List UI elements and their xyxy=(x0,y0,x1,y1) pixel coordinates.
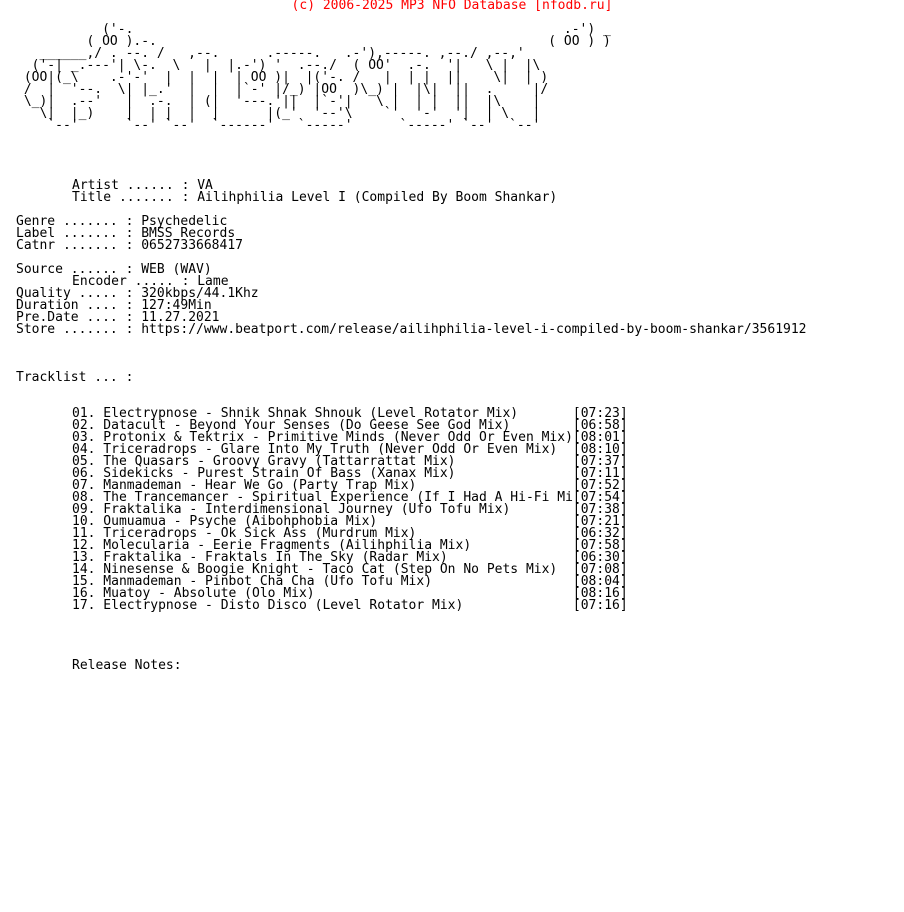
track-row: 10. Oumuamua - Psyche (Aibohphobia Mix) [07:21] xyxy=(72,514,628,529)
release-notes-heading: Release Notes: xyxy=(72,658,182,673)
genre-label: Genre ....... : xyxy=(16,214,142,229)
track-row: 11. Triceradrops - Ok Sick Ass (Murdrum Mix) [06:32] xyxy=(72,526,628,541)
catnr-row xyxy=(16,240,904,252)
store-row xyxy=(16,324,904,336)
track-row: 04. Triceradrops - Glare Into My Truth (Never Odd Or Even Mix) [08:10] xyxy=(72,442,628,457)
title-value: Ailihphilia Level I (Compiled By Boom Shankar) xyxy=(197,190,558,205)
store-label: Store ....... : xyxy=(16,322,142,337)
genre-value: Psychedelic xyxy=(141,214,228,229)
title-row xyxy=(72,192,904,204)
predate-label: Pre.Date .... : xyxy=(16,310,142,325)
ascii-logo: ('-. .-') _ ( OO ).-. ( OO ) ) ______,/ . --. / ,--. .-----. .-'),-----. ,--./ ,--,' ('-| _.---'| \-. \ | |.-') ' .--./ ( OO' .-. '| \ | |\ (OO|(_\ .-'-' | | | | OO )| |('-. / | | | || \| | ) / | '--. \| |_.' | | |`-' |/_) |OO )\_) | |\| || . |/ \_)| .--' | .-. | (| '---.'|| |`-'| \ | | | || |\ | \| |_) | | | | | |(_' '--'\ `' '-' '| | \ | `--' `--' `--' `------' `-----' `-----' `--' `--' xyxy=(23,22,611,133)
catnr-value: 0652733668417 xyxy=(141,238,243,253)
track-row: 05. The Quasars - Groovy Gravy (Tattarrattat Mix) [07:37] xyxy=(72,454,628,469)
track-row: 07. Manmademan - Hear We Go (Party Trap Mix) [07:52] xyxy=(72,478,628,493)
track-row: 16. Muatoy - Absolute (Olo Mix) [08:16] xyxy=(72,586,628,601)
quality-value: 320kbps/44.1Khz xyxy=(141,286,259,301)
source-value: WEB (WAV) xyxy=(141,262,212,277)
encoder-label: Encoder ..... : xyxy=(72,274,198,289)
encoder-value: Lame xyxy=(197,274,229,289)
store-link[interactable]: https://www.beatport.com/release/ailihphilia-level-i-compiled-by-boom-shankar/3561912 xyxy=(141,322,807,337)
artist-value: VA xyxy=(197,178,213,193)
track-row: 13. Fraktalika - Fraktals In The Sky (Radar Mix) [06:30] xyxy=(72,550,628,565)
tracklist-heading: Tracklist ... : xyxy=(16,370,134,385)
track-row: 06. Sidekicks - Purest Strain Of Bass (Xanax Mix) [07:11] xyxy=(72,466,628,481)
track-row: 09. Fraktalika - Interdimensional Journey (Ufo Tofu Mix) [07:38] xyxy=(72,502,628,517)
quality-label: Quality ..... : xyxy=(16,286,142,301)
track-row: 03. Protonix & Tektrix - Primitive Minds (Never Odd Or Even Mix)[08:01] xyxy=(72,430,628,445)
track-row: 02. Datacult - Beyond Your Senses (Do Geese See God Mix) [06:58] xyxy=(72,418,628,433)
predate-value: 11.27.2021 xyxy=(141,310,220,325)
track-row: 15. Manmademan - Pinbot Cha Cha (Ufo Tofu Mix) [08:04] xyxy=(72,574,628,589)
title-label: Title ....... : xyxy=(72,190,198,205)
track-row: 08. The Trancemancer - Spiritual Experience (If I Had A Hi-Fi Mi[07:54] xyxy=(72,490,628,505)
site-credit: (c) 2006-2025 MP3 NFO Database [nfodb.ru] xyxy=(291,0,613,13)
source-label: Source ...... : xyxy=(16,262,142,277)
track-row: 01. Electrypnose - Shnik Shnak Shnouk (Level Rotator Mix) [07:23] xyxy=(72,406,628,421)
track-row: 17. Electrypnose - Disto Disco (Level Rotator Mix) [07:16] xyxy=(72,598,628,613)
catnr-label: Catnr ....... : xyxy=(16,238,142,253)
duration-value: 127:49Min xyxy=(141,298,212,313)
duration-label: Duration .... : xyxy=(16,298,142,313)
label-label: Label ....... : xyxy=(16,226,142,241)
label-value: BMSS Records xyxy=(141,226,236,241)
artist-label: Artist ...... : xyxy=(72,178,198,193)
track-row: 14. Ninesense & Boogie Knight - Taco Cat (Step On No Pets Mix) [07:08] xyxy=(72,562,628,577)
track-row: 12. Molecularia - Eerie Fragments (Ailihphilia Mix) [07:58] xyxy=(72,538,628,553)
